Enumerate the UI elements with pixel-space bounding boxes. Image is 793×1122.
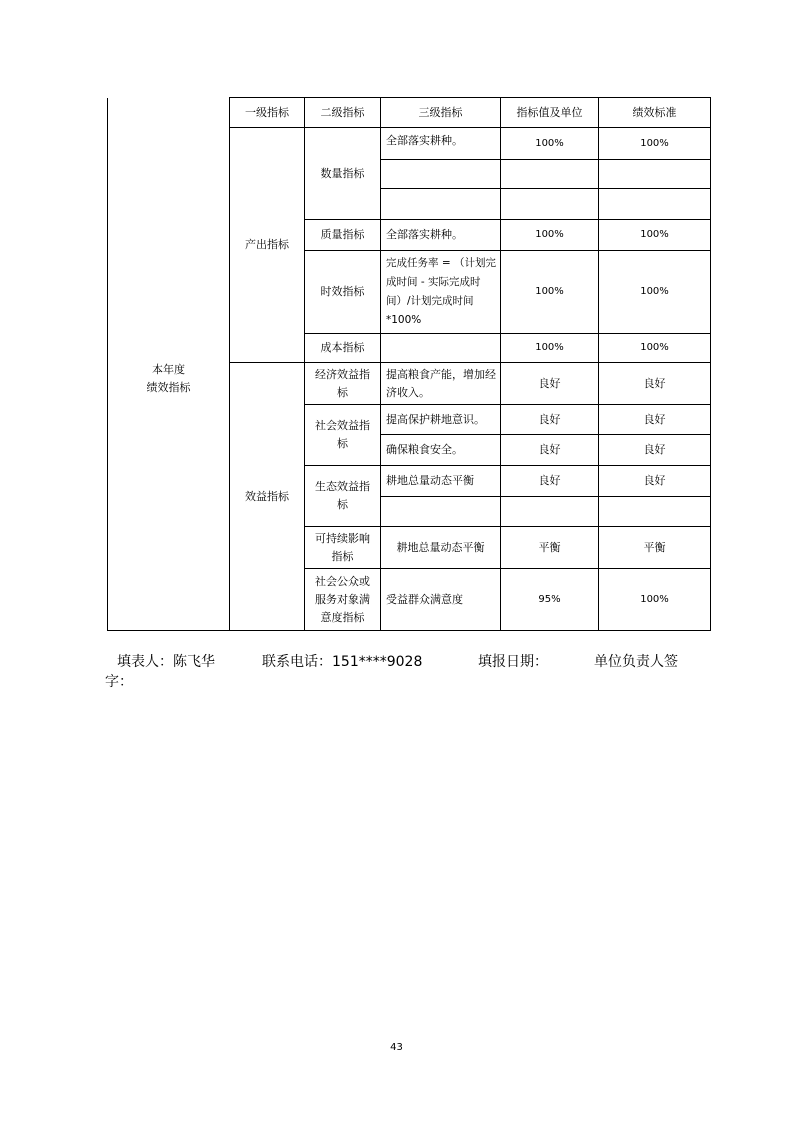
quantity-indicator-2 xyxy=(381,160,501,189)
social-value-1: 良好 xyxy=(501,405,599,435)
satisfaction-indicator: 受益群众满意度 xyxy=(381,569,501,631)
quantity-value-1: 100% xyxy=(501,128,599,160)
benefit-indicator-label: 效益指标 xyxy=(230,363,305,631)
header-standard: 绩效标准 xyxy=(599,98,711,128)
satisfaction-standard: 100% xyxy=(599,569,711,631)
filler-field: 填表人：陈飞华 xyxy=(117,654,215,670)
ecological-indicator-2 xyxy=(381,497,501,527)
quantity-value-3 xyxy=(501,189,599,220)
output-indicator-label: 产出指标 xyxy=(230,128,305,363)
ecological-standard-1: 良好 xyxy=(599,466,711,497)
timeliness-value: 100% xyxy=(501,251,599,334)
header-level1: 一级指标 xyxy=(230,98,305,128)
ecological-indicator-1: 耕地总量动态平衡 xyxy=(381,466,501,497)
quantity-indicator-label: 数量指标 xyxy=(305,128,381,220)
quantity-standard-3 xyxy=(599,189,711,220)
header-level2: 二级指标 xyxy=(305,98,381,128)
sustainable-indicator-label: 可持续影响指标 xyxy=(305,527,381,569)
economic-standard: 良好 xyxy=(599,363,711,405)
quality-indicator: 全部落实耕种。 xyxy=(381,220,501,251)
ecological-indicator-label: 生态效益指标 xyxy=(305,466,381,527)
satisfaction-value: 95% xyxy=(501,569,599,631)
cost-value: 100% xyxy=(501,334,599,363)
quantity-indicator-1: 全部落实耕种。 xyxy=(381,128,501,160)
cost-indicator xyxy=(381,334,501,363)
annual-label-line1: 本年度 xyxy=(152,362,185,376)
annual-label-line2: 绩效指标 xyxy=(146,380,191,394)
ecological-value-1: 良好 xyxy=(501,466,599,497)
ecological-value-2 xyxy=(501,497,599,527)
economic-indicator: 提高粮食产能，增加经济收入。 xyxy=(381,363,501,405)
header-value-unit: 指标值及单位 xyxy=(501,98,599,128)
header-level3: 三级指标 xyxy=(381,98,501,128)
quantity-standard-2 xyxy=(599,160,711,189)
page-number: 43 xyxy=(390,1042,403,1053)
social-indicator-2: 确保粮食安全。 xyxy=(381,435,501,466)
phone-field: 联系电话：151****9028 xyxy=(262,654,423,670)
sustainable-indicator: 耕地总量动态平衡 xyxy=(381,527,501,569)
ecological-standard-2 xyxy=(599,497,711,527)
social-value-2: 良好 xyxy=(501,435,599,466)
cost-standard: 100% xyxy=(599,334,711,363)
quantity-standard-1: 100% xyxy=(599,128,711,160)
satisfaction-indicator-label: 社会公众或服务对象满意度指标 xyxy=(305,569,381,631)
date-field: 填报日期： xyxy=(478,654,548,670)
quality-value: 100% xyxy=(501,220,599,251)
sustainable-value: 平衡 xyxy=(501,527,599,569)
quality-indicator-label: 质量指标 xyxy=(305,220,381,251)
social-indicator-label: 社会效益指标 xyxy=(305,405,381,466)
performance-indicator-table xyxy=(107,97,711,631)
social-indicator-1: 提高保护耕地意识。 xyxy=(381,405,501,435)
economic-indicator-label: 经济效益指标 xyxy=(305,363,381,405)
social-standard-2: 良好 xyxy=(599,435,711,466)
cost-indicator-label: 成本指标 xyxy=(305,334,381,363)
annual-performance-label xyxy=(108,128,230,631)
timeliness-indicator: 完成任务率 = （计划完成时间 - 实际完成时间）/计划完成时间*100% xyxy=(381,251,501,334)
timeliness-standard: 100% xyxy=(599,251,711,334)
signature-field: 单位负责人签 xyxy=(594,654,678,670)
quality-standard: 100% xyxy=(599,220,711,251)
quantity-value-2 xyxy=(501,160,599,189)
signature-field-cont: 字： xyxy=(105,674,133,690)
sustainable-standard: 平衡 xyxy=(599,527,711,569)
timeliness-indicator-label: 时效指标 xyxy=(305,251,381,334)
economic-value: 良好 xyxy=(501,363,599,405)
social-standard-1: 良好 xyxy=(599,405,711,435)
quantity-indicator-3 xyxy=(381,189,501,220)
